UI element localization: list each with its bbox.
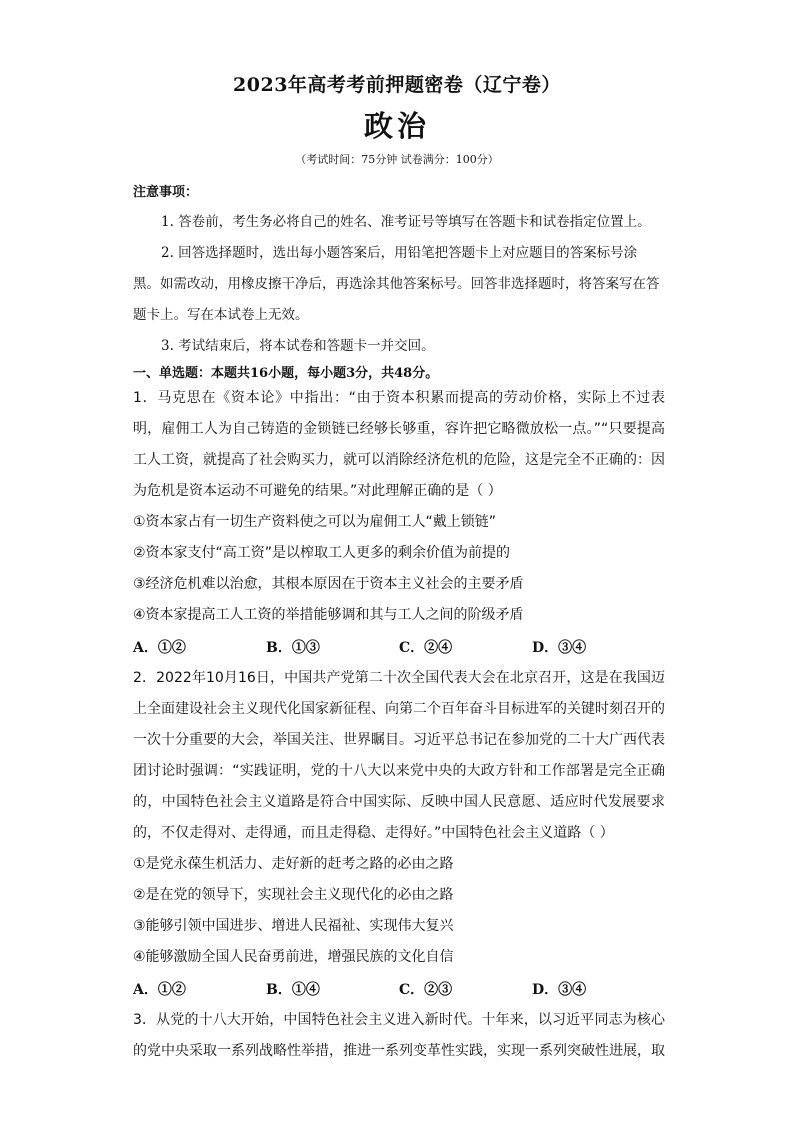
subject-title: 政治	[363, 109, 430, 143]
section-heading: 一、单选题：本题共16小题，每小题3分，共48分。	[133, 366, 439, 381]
question-option: ④资本家提高工人工资的举措能够调和其与工人之间的阶级矛盾	[133, 607, 524, 623]
question-option: ②资本家支付“高工资”是以榨取工人更多的剩余价值为前提的	[133, 545, 511, 561]
question-1	[133, 383, 665, 662]
choice-a: A．①②	[133, 981, 186, 998]
question-option: ④能够激励全国人民奋勇前进，增强民族的文化自信	[133, 949, 454, 965]
notice-heading: 注意事项：	[133, 185, 199, 200]
question-option: ③经济危机难以治愈，其根本原因在于资本主义社会的主要矛盾	[133, 576, 524, 592]
question-option: ②是在党的领导下，实现社会主义现代化的必由之路	[133, 887, 454, 903]
question-option: ③能够引领中国进步、增进人民福祉、实现伟大复兴	[133, 918, 454, 934]
notice-item: 1. 答卷前，考生务必将自己的姓名、准考证号等填写在答题卡和试卷指定位置上。	[161, 214, 651, 230]
answer-choices	[133, 973, 665, 1004]
question-stem: 2．2022年10月16日，中国共产党第二十次全国代表大会在北京召开，这是在我国迈上全面建设社会主义现代化国家新征程、向第二个百年奋斗目标进军的关键时刻召开的一次十分重要的大会，举国关注、世界瞩目。习近平总书记在参加党的二十大广西代表团讨论时强调：“实践证明，党的十八大以来党中央的大政方针和工作部署是完全正确的，中国特色社会主义道路是符合中国实际、反映中国人民意愿、适应时代发展要求的，不仅走得对、走得通，而且走得稳、走得好。”中国特色社会主义道路（ ）	[133, 670, 665, 841]
question-3	[133, 1005, 665, 1067]
exam-title: 2023年高考考前押题密卷（辽宁卷）	[233, 74, 561, 96]
choice-b: B．①③	[266, 639, 320, 656]
choice-d: D．③④	[532, 639, 587, 656]
notice-item: 2. 回答选择题时，选出每小题答案后，用铅笔把答题卡上对应题目的答案标号涂黑。如需改动，用橡皮擦干净后，再选涂其他答案标号。回答非选择题时，将答案写在答题卡上。写在本试卷上无效。	[133, 245, 660, 323]
notice-item: 3. 考试结束后，将本试卷和答题卡一并交回。	[161, 338, 435, 354]
answer-choices	[133, 631, 665, 662]
choice-b: B．①④	[266, 981, 320, 998]
question-option: ①资本家占有一切生产资料使之可以为雇佣工人“戴上锁链”	[133, 514, 497, 530]
choice-a: A．①②	[133, 639, 186, 656]
choice-d: D．③④	[532, 981, 587, 998]
choice-c: C．②③	[399, 981, 453, 998]
question-2	[133, 663, 665, 1004]
question-option: ①是党永葆生机活力、走好新的赶考之路的必由之路	[133, 856, 454, 872]
exam-info: （考试时间：75分钟 试卷满分：100分）	[295, 153, 499, 166]
question-stem: 3．从党的十八大开始，中国特色社会主义进入新时代。十年来，以习近平同志为核心的党中央采取一系列战略性举措，推进一系列变革性实践，实现一系列突破性进展，取	[133, 1012, 665, 1059]
choice-c: C．②④	[399, 639, 453, 656]
question-stem: 1．马克思在《资本论》中指出：“由于资本积累而提高的劳动价格，实际上不过表明，雇佣工人为自己铸造的金锁链已经够长够重，容许把它略微放松一点。”“只要提高工人工资，就提高了社会购买力，就可以消除经济危机的危险，这是完全不正确的：因为危机是资本运动不可避免的结果。”对此理解正确的是（ ）	[133, 390, 665, 499]
